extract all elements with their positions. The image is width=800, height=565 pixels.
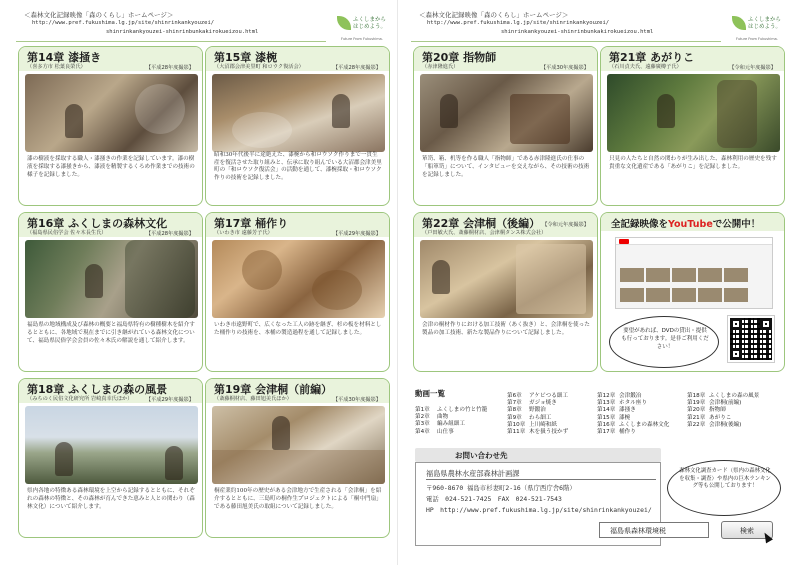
episode-title: あがりこ <box>709 414 732 421</box>
qr-code-icon[interactable] <box>728 316 774 362</box>
card-photo <box>420 240 593 318</box>
chapter-card-20 <box>413 46 598 206</box>
photo-chest <box>510 94 570 144</box>
card-photo <box>607 74 780 152</box>
card-year: 【令和元年度撮影】 <box>542 222 589 228</box>
episode-title: ふくしまの竹と竹籠 <box>437 407 488 413</box>
video-thumbnail <box>724 288 748 302</box>
header-url-line-1[interactable]: http://www.pref.fukushima.lg.jp/site/shinrinkankyouzei/ <box>32 20 215 26</box>
photo-figure <box>55 442 73 476</box>
chapter-card-14 <box>18 46 203 206</box>
list-item[interactable] <box>507 422 595 429</box>
youtube-card <box>600 212 785 372</box>
episode-title: 指物師 <box>709 407 726 414</box>
search-button[interactable]: 検索 <box>721 521 773 539</box>
chapter-card-19 <box>205 378 390 538</box>
photo-figure <box>165 446 183 480</box>
card-subtitle: （喜多方市 松葉良榮氏） <box>27 64 86 70</box>
episode-title: ホタル座り <box>619 400 647 407</box>
youtube-title <box>611 216 760 230</box>
video-thumbnail <box>620 288 644 302</box>
episode-title: 編み組細工 <box>437 421 465 428</box>
list-item[interactable] <box>415 429 503 436</box>
card-header <box>19 213 202 237</box>
contact-address: 〒960-8670 福島市杉妻町2-16（県庁西庁舎6階） <box>426 484 576 492</box>
card-subtitle: （斎藤桐材店、藤田旭美氏ほか） <box>214 396 292 402</box>
photo-timber <box>212 450 385 484</box>
episode-number: 第19章 <box>687 400 706 407</box>
left-page <box>10 8 388 560</box>
card-subtitle: （石川貞夫氏、遠藤廣樽子氏） <box>609 64 682 70</box>
list-item[interactable] <box>507 415 595 422</box>
episode-number: 第11章 <box>507 429 526 436</box>
list-item[interactable] <box>687 407 775 414</box>
list-item[interactable] <box>415 421 503 428</box>
right-page <box>405 8 783 560</box>
card-description: 福島県の地域構成及び森林の概要と福島県特有の樹種樹木を紹介するとともに、各地域で現在までに引き継がれている森林文化について、福島県民俗学会会員の佐々木氏の解説を通して紹介します。 <box>27 322 195 344</box>
card-description: 県内各地の特徴ある森林環境を上空から記録するとともに、それぞれの森林の特徴と、その森林が育んできた恵みと人との関わり（森林文化）について紹介します。 <box>27 488 195 510</box>
card-photo <box>212 74 385 152</box>
episode-title: 会津桐(前編) <box>709 400 742 407</box>
card-title: 第19章 会津桐（前編） <box>214 383 333 396</box>
card-year: 【平成29年度撮影】 <box>145 397 194 403</box>
chapter-card-16 <box>18 212 203 372</box>
card-header <box>206 47 389 71</box>
card-description: いわき市遠野町で、広くなった工人の跡を継ぎ、杉の板を材料とした桶作りの技術を、本桶の製造過程を通して記録しました。 <box>214 322 382 336</box>
header-url-line-2[interactable]: shinrinkankyouzei-shinrinbunkakirokueizou.html <box>106 29 259 35</box>
card-description: 只見の人たちと自然の関わりが生み出した、森林利用の歴史を残す貴重な文化遺産である「あがりこ」を記録しました。 <box>609 156 777 170</box>
episode-number: 第10章 <box>507 421 526 428</box>
chapter-card-22 <box>413 212 598 372</box>
chapter-card-21 <box>600 46 785 206</box>
episode-column-2 <box>507 393 595 436</box>
video-thumbnail <box>724 268 748 282</box>
episode-number: 第14章 <box>597 407 616 414</box>
photo-barrel <box>312 270 362 310</box>
episode-title: 桶作り <box>619 429 636 436</box>
episode-number: 第8章 <box>507 407 522 414</box>
video-thumbnail <box>620 268 644 282</box>
card-year: 【平成30年度撮影】 <box>332 397 381 403</box>
card-title: 第17章 桶作り <box>214 217 289 230</box>
card-photo <box>212 406 385 484</box>
list-item[interactable] <box>597 422 685 429</box>
card-description: 桐産業約100年の歴史がある会津地方で生産される「会津桐」を紹介するとともに、三島町の桐作生プロジェクトによる「桐中門扇」である藤田旭美氏の取組について記録しました。 <box>214 488 382 510</box>
card-title: 第15章 漆椀 <box>214 51 278 64</box>
card-subtitle: （赤津隆進氏） <box>422 64 459 70</box>
card-year: 【平成28年度撮影】 <box>145 65 194 71</box>
episode-number: 第1章 <box>415 407 430 413</box>
episode-number: 第22章 <box>687 421 706 428</box>
episode-title: アケビつる細工 <box>529 393 568 399</box>
youtube-channel-screenshot[interactable] <box>615 237 773 309</box>
contact-phone: 電話 024-521-7425 FAX 024-521-7543 <box>426 495 562 503</box>
header-url-line-2[interactable]: shinrinkankyouzei-shinrinbunkakirokueizou.html <box>501 29 654 35</box>
card-photo <box>25 74 198 152</box>
episode-column-1 <box>415 407 503 436</box>
episode-number: 第16章 <box>597 421 616 428</box>
contact-heading: お問い合わせ先 <box>455 451 508 460</box>
header-title: ＜森林文化記録映像「森のくらし」ホームページ＞ <box>24 11 174 19</box>
video-thumbnail <box>672 288 696 302</box>
episode-number: 第21章 <box>687 414 706 421</box>
card-title: 第16章 ふくしまの森林文化 <box>27 217 168 230</box>
card-description: 箪笥、箱、机等を作る職人「指物師」である赤津隆進氏の仕事の「船箪笥」について、インタビューを交えながら、その技術の技術を記録しました。 <box>422 156 590 178</box>
episode-number: 第2章 <box>415 414 430 421</box>
card-description: 会津の桐材作りにおける加工技術（あく抜き）と、会津桐を使った製品の加工技術、新たな製品作りについて記録しました。 <box>422 322 590 336</box>
logo-subtitle: Future From Fukushima. <box>736 37 778 41</box>
youtube-title-pre: 全記録映像を <box>611 219 669 230</box>
card-header <box>206 379 389 403</box>
info-notice: 森林文化調査カード（県内の森林文化を収集・調査）や県内の巨木ランキング等も公開しております！ <box>679 468 771 490</box>
logo-text-1: ふくしまから <box>353 17 387 23</box>
episode-number: 第15章 <box>597 414 616 421</box>
episode-title: 木を扱う技かず <box>529 429 569 436</box>
qr-finder <box>730 348 742 360</box>
video-thumbnail <box>646 268 670 282</box>
chapter-card-17 <box>205 212 390 372</box>
card-subtitle: （大沼郡会津美里町 和ロウク復活会） <box>214 64 304 70</box>
card-year: 【平成28年度撮影】 <box>145 231 194 237</box>
header-divider <box>411 41 721 42</box>
list-item[interactable] <box>597 415 685 422</box>
list-item[interactable] <box>507 429 595 436</box>
card-title: 第18章 ふくしまの森の風景 <box>27 383 168 396</box>
logo-text-1: ふくしまから <box>748 17 782 23</box>
video-thumbnail <box>698 268 722 282</box>
episode-title: 会津鍛冶 <box>619 393 642 399</box>
episode-number: 第3章 <box>415 421 430 428</box>
photo-figure <box>432 260 450 294</box>
photo-figure <box>332 94 350 128</box>
logo-subtitle: Future From Fukushima. <box>341 37 383 41</box>
chapter-card-15 <box>205 46 390 206</box>
youtube-logo-icon <box>619 239 629 244</box>
contact-department: 福島県農林水産部森林計画課 <box>426 469 520 478</box>
card-year: 【平成29年度撮影】 <box>332 231 381 237</box>
card-header <box>414 213 597 237</box>
card-photo <box>25 406 198 484</box>
episode-column-3 <box>597 393 685 436</box>
photo-cabinet <box>516 244 586 314</box>
card-year: 【平成28年度撮影】 <box>332 65 381 71</box>
episode-title: 山仕事 <box>437 428 454 435</box>
card-year: 【平成30年度撮影】 <box>540 65 589 71</box>
card-header <box>19 47 202 71</box>
photo-highlight <box>232 112 292 148</box>
episode-number: 第12章 <box>597 393 616 399</box>
youtube-header <box>601 213 784 231</box>
dvd-notice: 要望があれば、DVDの貸出・提供も行っております。是非ご利用ください！ <box>621 328 709 350</box>
photo-barrel <box>242 250 282 290</box>
episode-number: 第18章 <box>687 393 706 399</box>
qr-finder <box>760 318 772 330</box>
fukushima-logo <box>732 16 782 46</box>
header-divider <box>16 41 326 42</box>
episode-number: 第17章 <box>597 429 616 436</box>
card-header <box>19 379 202 403</box>
episode-title: 漆椀 <box>619 414 631 421</box>
header-title: ＜森林文化記録映像「森のくらし」ホームページ＞ <box>419 11 569 19</box>
contact-homepage[interactable]: HP http://www.pref.fukushima.lg.jp/site/shinrinkankyouzei/ <box>426 506 652 514</box>
card-subtitle: （戸田敏大氏、斎藤桐材店、会津桐タンス株式会社） <box>422 230 547 236</box>
list-item[interactable] <box>597 407 685 414</box>
episode-number: 第7章 <box>507 400 522 407</box>
video-thumbnail <box>672 268 696 282</box>
episode-number: 第4章 <box>415 428 430 435</box>
episode-number: 第13章 <box>597 400 616 407</box>
card-description: 漆の樹液を採取する職人・漆掻きの作業を記録しています。漆の樹液を採取する漆掻きから、漆液を精製するくろめ作業までの技術の様子を記録しました。 <box>27 156 195 178</box>
card-header <box>206 213 389 237</box>
card-title: 第20章 指物師 <box>422 51 497 64</box>
card-subtitle: （いわき市 遠藤芳子氏） <box>214 230 273 236</box>
photo-figure <box>272 416 290 450</box>
youtube-title-post: で公開中！ <box>712 219 761 230</box>
card-description: 昭和30年代後半に途絶えた、漆椀から和ロウソク作りまで一貫生産を復活させた取り組みと、伝承に取り組んでいる大沼郡会津美里町の「和ロウソク復活会」の活動を通して、漆椀採取・和ロウソク作りの技術を記録しました。 <box>214 152 382 181</box>
list-item[interactable] <box>687 422 775 429</box>
leaf-icon <box>732 16 746 30</box>
card-subtitle: （福島県民俗学会 佐々木長生氏） <box>27 230 107 236</box>
card-header <box>414 47 597 71</box>
card-photo <box>212 240 385 318</box>
episode-column-4 <box>687 393 775 429</box>
contact-section <box>411 448 783 548</box>
card-title: 第14章 漆掻き <box>27 51 102 64</box>
youtube-topbar <box>616 238 772 245</box>
logo-text-2: はじめよう。 <box>353 24 387 30</box>
fukushima-logo <box>337 16 387 46</box>
episode-list <box>411 388 783 446</box>
header <box>10 8 388 42</box>
episode-title: 会津桐(後編) <box>709 421 742 428</box>
episode-title: 漆掻き <box>619 407 636 414</box>
photo-figure <box>657 94 675 128</box>
logo-text-2: はじめよう。 <box>748 24 782 30</box>
video-thumbnail <box>646 288 670 302</box>
episode-title: 野鍛治 <box>529 407 546 414</box>
contact-divider <box>426 479 656 480</box>
list-item[interactable] <box>597 429 685 436</box>
card-photo <box>420 74 593 152</box>
photo-highlight <box>135 84 185 134</box>
youtube-title-brand: YouTube <box>668 219 713 230</box>
photo-figure <box>85 264 103 298</box>
list-item[interactable] <box>507 407 595 414</box>
header-url-line-1[interactable]: http://www.pref.fukushima.lg.jp/site/shinrinkankyouzei/ <box>427 20 610 26</box>
episode-title: ふくしまの森の風景 <box>709 393 760 399</box>
leaf-icon <box>337 16 351 30</box>
photo-figure <box>65 104 83 138</box>
card-title: 第22章 会津桐（後編） <box>422 217 541 230</box>
episode-title: 上川崎和紙 <box>529 421 557 428</box>
episode-title: ガジョ焼き <box>529 400 557 407</box>
card-title: 第21章 あがりこ <box>609 51 695 64</box>
episode-number: 第9章 <box>507 414 522 421</box>
card-subtitle: （みちのく民俗文化研究所 岩崎真幸氏ほか） <box>27 396 133 402</box>
search-input[interactable]: 福島県森林環境税 <box>599 522 709 538</box>
video-thumbnail <box>698 288 722 302</box>
chapter-card-18 <box>18 378 203 538</box>
episode-title: わら細工 <box>529 414 552 421</box>
episode-title: 曲物 <box>437 414 449 421</box>
episode-number: 第20章 <box>687 407 706 414</box>
photo-tree <box>717 80 757 148</box>
episode-list-title: 動画一覧 <box>415 389 445 398</box>
list-item[interactable] <box>687 415 775 422</box>
card-year: 【令和元年度撮影】 <box>729 65 776 71</box>
contact-header <box>415 448 661 462</box>
qr-finder <box>730 318 742 330</box>
photo-figure <box>440 94 458 128</box>
episode-number: 第6章 <box>507 393 522 399</box>
page-divider <box>397 0 398 565</box>
card-photo <box>25 240 198 318</box>
photo-tree <box>125 240 195 318</box>
card-header <box>601 47 784 71</box>
episode-title: ふくしまの森林文化 <box>619 421 670 428</box>
header <box>405 8 783 42</box>
